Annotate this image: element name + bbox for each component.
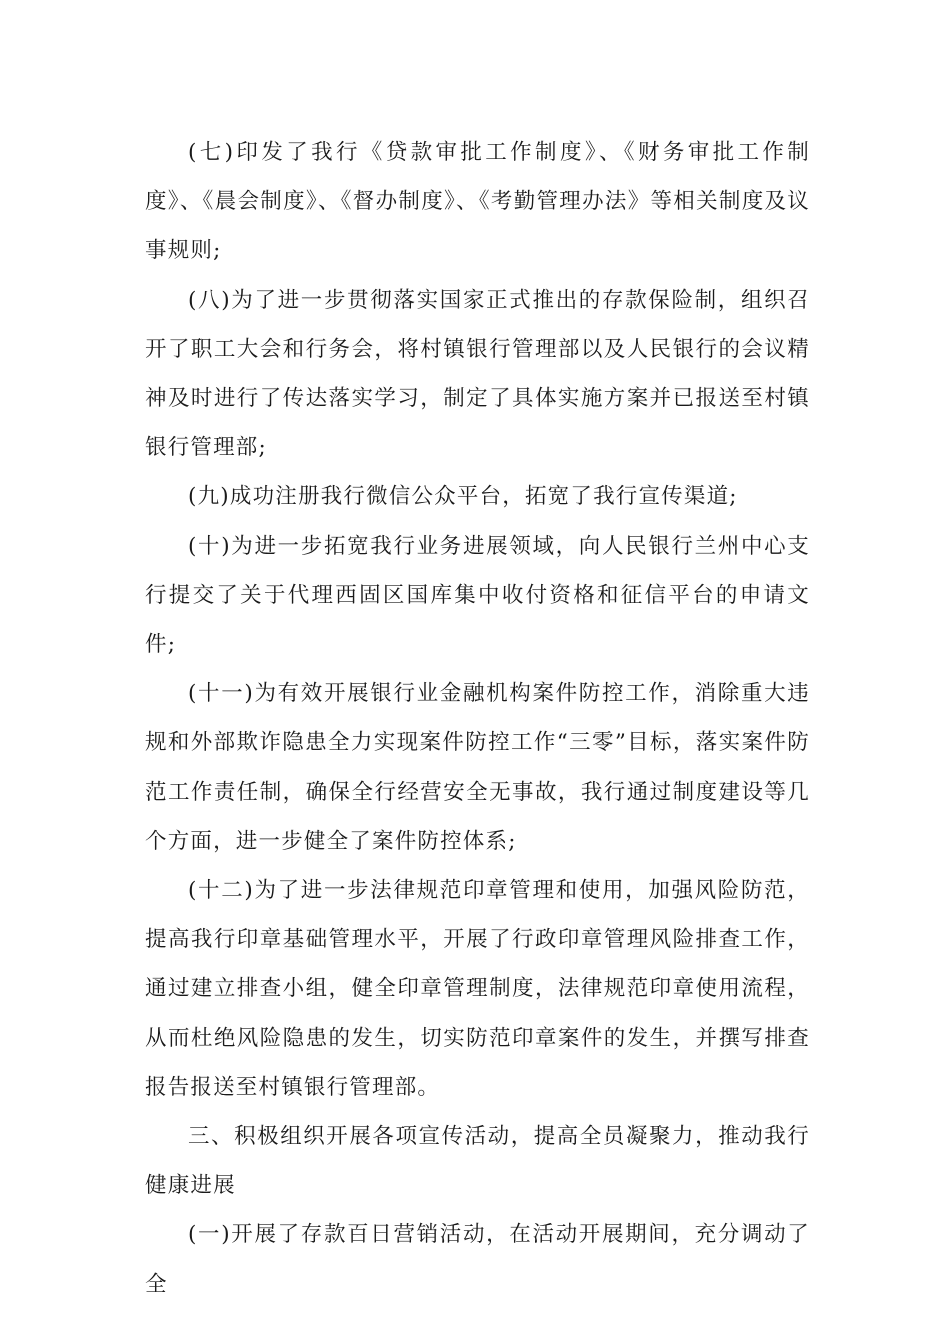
paragraph-item-11: (十一)为有效开展银行业金融机构案件防控工作，消除重大违规和外部欺诈隐患全力实现案件防控工作“三零”目标，落实案件防范工作责任制，确保全行经营安全无事故，我行通过制度建设等几个方面，进一步健全了案件防控体系; — [145, 681, 810, 854]
paragraph-item-7: (七)印发了我行《贷款审批工作制度》、《财务审批工作制度》、《晨会制度》、《督办制度》、《考勤管理办法》等相关制度及议事规则; — [145, 140, 810, 264]
paragraph-item-8: (八)为了进一步贯彻落实国家正式推出的存款保险制，组织召开了职工大会和行务会，将村镇银行管理部以及人民银行的会议精神及时进行了传达落实学习，制定了具体实施方案并已报送至村镇银行管理部; — [145, 287, 810, 461]
paragraph-item-9: (九)成功注册我行微信公众平台，拓宽了我行宣传渠道; — [188, 484, 738, 510]
section-heading-three: 三、积极组织开展各项宣传活动，提高全员凝聚力，推动我行健康进展 — [145, 1124, 810, 1199]
paragraph-item-1: (一)开展了存款百日营销活动，在活动开展期间，充分调动了全 — [145, 1222, 810, 1297]
paragraph-item-12: (十二)为了进一步法律规范印章管理和使用，加强风险防范，提高我行印章基础管理水平，开展了行政印章管理风险排查工作，通过建立排查小组，健全印章管理制度，法律规范印章使用流程，从而杜绝风险隐患的发生，切实防范印章案件的发生，并撰写排查报告报送至村镇银行管理部。 — [145, 878, 810, 1100]
document-body — [145, 128, 810, 1309]
paragraph-item-10: (十)为进一步拓宽我行业务进展领域，向人民银行兰州中心支行提交了关于代理西固区国库集中收付资格和征信平台的申请文件; — [145, 533, 810, 658]
